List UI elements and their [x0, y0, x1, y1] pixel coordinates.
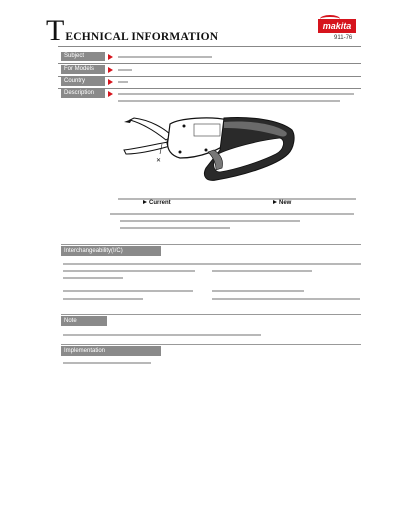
country-label: Country — [61, 77, 105, 86]
country-text-faint — [118, 81, 128, 83]
interchangeability-rule — [61, 244, 361, 245]
makita-logo: makita — [318, 19, 356, 33]
implementation-line-faint — [63, 362, 151, 364]
interchangeability-heading: Interchangeability(I/C) — [61, 246, 161, 256]
document-number: 911-76 — [334, 35, 353, 41]
description-label: Description — [61, 89, 105, 98]
ic-line-1-faint — [63, 263, 361, 265]
comparison-line-2-faint — [120, 220, 300, 222]
ic-line-2b-faint — [212, 270, 312, 272]
ic-line-3-faint — [63, 277, 123, 279]
title-initial: T — [46, 14, 65, 47]
subject-label: Subject — [61, 52, 105, 61]
description-line-1-faint — [118, 93, 354, 95]
subject-text-faint — [118, 56, 212, 58]
subject-arrow-icon — [108, 54, 113, 60]
subject-rule — [58, 63, 361, 64]
description-arrow-icon — [108, 91, 113, 97]
ic-line-4a-faint — [63, 290, 193, 292]
implementation-rule — [61, 344, 361, 345]
description-line-2-faint — [118, 100, 340, 102]
note-line-faint — [63, 334, 261, 336]
ic-line-5-faint — [63, 298, 143, 300]
implementation-heading: Implementation — [61, 346, 161, 356]
current-arrow-icon — [143, 200, 147, 204]
new-arrow-icon — [273, 200, 277, 204]
comparison-line-3-faint — [120, 227, 230, 229]
note-heading: Note — [61, 316, 107, 326]
svg-text:✕: ✕ — [156, 158, 162, 164]
current-label: Current — [143, 200, 171, 206]
models-label: For Models — [61, 65, 105, 74]
note-rule — [61, 314, 361, 315]
models-arrow-icon — [108, 67, 113, 73]
ic-line-2a-faint — [63, 270, 195, 272]
document-title — [46, 14, 219, 47]
country-arrow-icon — [108, 79, 113, 85]
pruning-shears-illustration — [120, 110, 300, 188]
models-text-faint — [118, 69, 132, 71]
header-rule — [58, 46, 361, 47]
ic-line-5b-faint — [212, 298, 360, 300]
ic-line-4b-faint — [212, 290, 304, 292]
new-label: New — [273, 200, 291, 206]
comparison-line-1-faint — [110, 213, 354, 215]
title-rest: ECHNICAL INFORMATION — [65, 31, 219, 43]
